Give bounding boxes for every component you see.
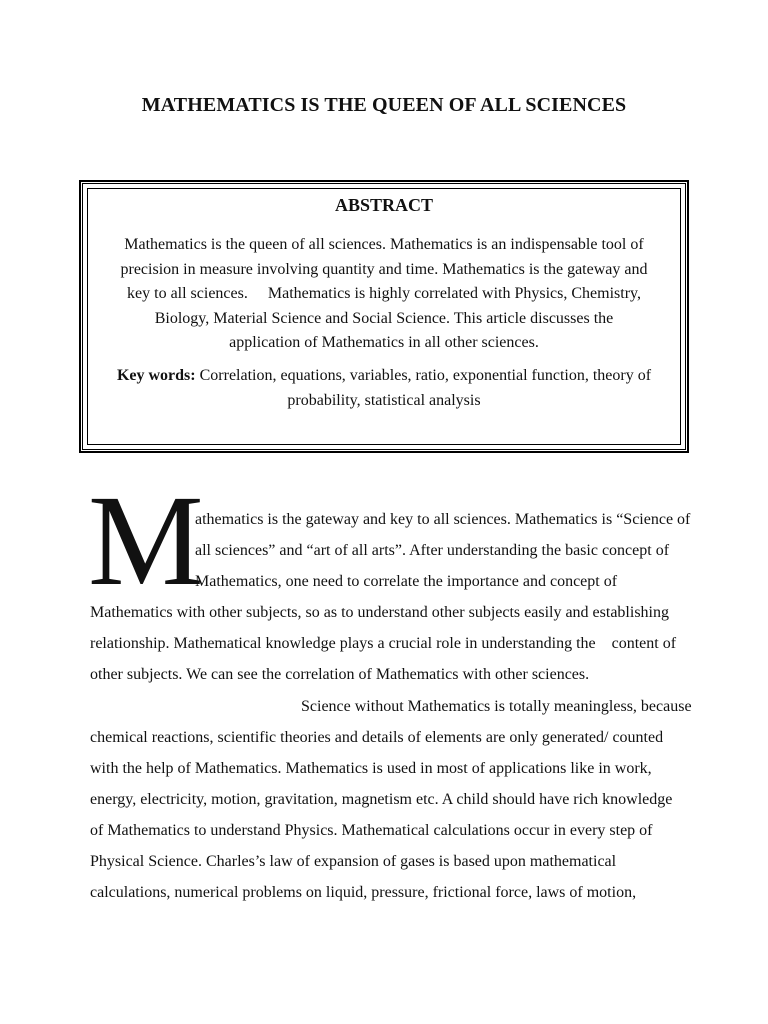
body-line: calculations, numerical problems on liquid, pressure, frictional force, laws of motion, bbox=[90, 884, 637, 901]
body-line: relationship. Mathematical knowledge plays a crucial role in understanding the content of bbox=[90, 635, 677, 652]
body-line: of Mathematics to understand Physics. Mathematical calculations occur in every step of bbox=[90, 822, 653, 839]
body-line: energy, electricity, motion, gravitation, magnetism etc. A child should have rich knowledge bbox=[90, 791, 673, 808]
abstract-heading: ABSTRACT bbox=[334, 195, 434, 215]
abstract-box bbox=[80, 181, 688, 452]
keywords-line: probability, statistical analysis bbox=[287, 392, 481, 409]
body-line: Mathematics with other subjects, so as to understand other subjects easily and establishing bbox=[90, 604, 669, 621]
abstract-line: application of Mathematics in all other sciences. bbox=[229, 334, 539, 351]
keywords-text: Correlation, equations, variables, ratio, exponential function, theory of bbox=[195, 367, 652, 384]
abstract-text bbox=[96, 233, 672, 356]
body-line: Mathematics, one need to correlate the importance and concept of bbox=[195, 573, 618, 590]
keywords-line bbox=[92, 363, 676, 388]
body-line: Physical Science. Charles’s law of expansion of gases is based upon mathematical bbox=[90, 853, 617, 870]
body-line: Science without Mathematics is totally meaningless, because bbox=[301, 698, 692, 715]
abstract-line: key to all sciences. Mathematics is highly correlated with Physics, Chemistry, bbox=[127, 285, 641, 302]
abstract-inner-border bbox=[87, 188, 681, 445]
body-line: other subjects. We can see the correlation of Mathematics with other sciences. bbox=[90, 666, 590, 683]
page-title: MATHEMATICS IS THE QUEEN OF ALL SCIENCES bbox=[141, 94, 627, 116]
abstract-line: precision in measure involving quantity and time. Mathematics is the gateway and bbox=[120, 260, 648, 278]
abstract-keywords bbox=[92, 363, 676, 413]
body-line: with the help of Mathematics. Mathematics is used in most of applications like in work, bbox=[90, 760, 652, 777]
drop-cap: M bbox=[88, 469, 204, 613]
body-line: athematics is the gateway and key to all sciences. Mathematics is “Science of bbox=[195, 511, 691, 528]
body-line: chemical reactions, scientific theories and details of elements are only generated/ counted bbox=[90, 729, 664, 746]
body-line: all sciences” and “art of all arts”. After understanding the basic concept of bbox=[195, 542, 670, 559]
abstract-line: Mathematics is the queen of all sciences. Mathematics is an indispensable tool of bbox=[124, 236, 644, 253]
abstract-line: Biology, Material Science and Social Science. This article discusses the bbox=[154, 309, 614, 327]
keywords-label: Key words: bbox=[116, 367, 196, 384]
